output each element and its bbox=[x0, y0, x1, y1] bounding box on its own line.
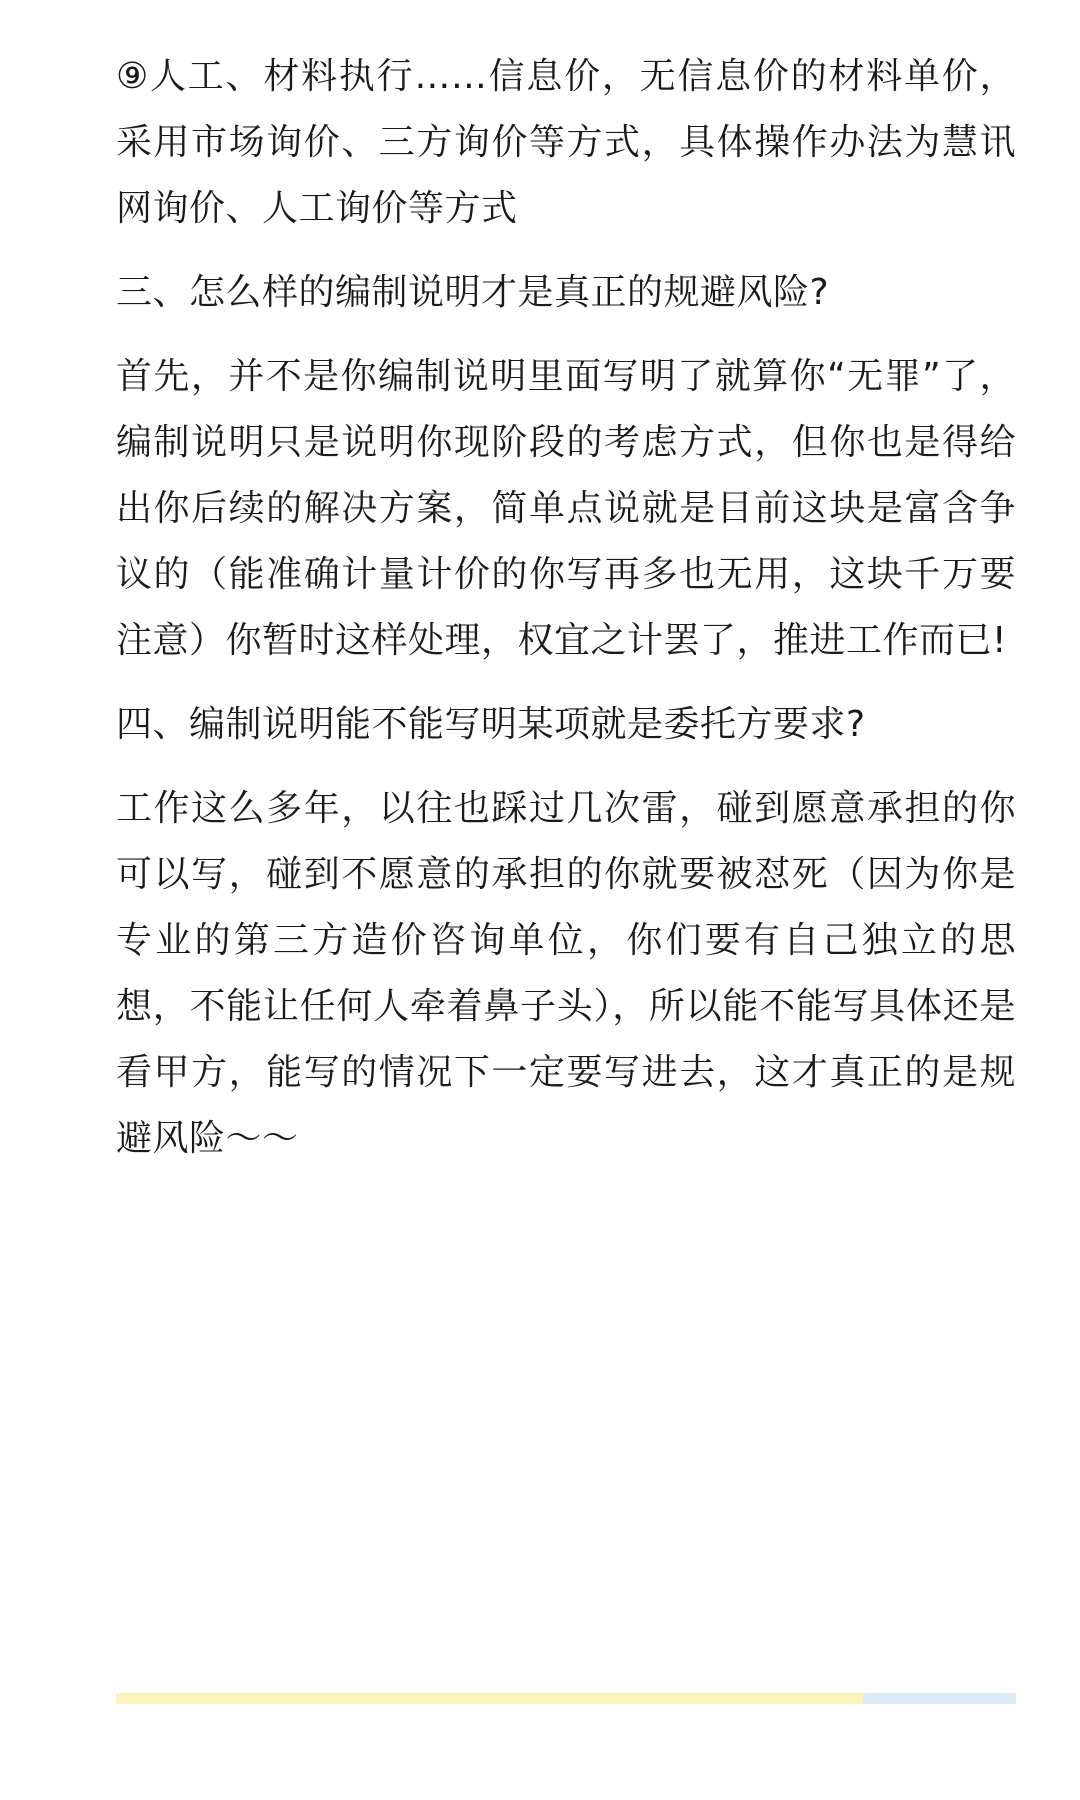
reading-progress-bar bbox=[116, 1693, 1016, 1704]
section-heading-4: 四、编制说明能不能写明某项就是委托方要求? bbox=[116, 704, 866, 745]
reading-progress-fill bbox=[116, 1693, 863, 1704]
paragraph-material-pricing: ⑨人工、材料执行……信息价，无信息价的材料单价，采用市场询价、三方询价等方式，具体操作办法为慧讯网询价、人工询价等方式 bbox=[116, 56, 1016, 229]
section-heading-3: 三、怎么样的编制说明才是真正的规避风险? bbox=[116, 272, 830, 313]
paragraph-explanation: 首先，并不是你编制说明里面写明了就算你“无罪”了，编制说明只是说明你现阶段的考虑方式，但你也是得给出你后续的解决方案，简单点说就是目前这块是富含争议的（能准确计量计价的你写再多也无用，这块千万要注意）你暂时这样处理，权宜之计罢了，推进工作而已! bbox=[116, 356, 1016, 661]
article-body bbox=[116, 44, 1016, 1172]
paragraph-experience: 工作这么多年，以往也踩过几次雷，碰到愿意承担的你可以写，碰到不愿意的承担的你就要被怼死（因为你是专业的第三方造价咨询单位，你们要有自己独立的思想，不能让任何人牵着鼻子头），所以能不能写具体还是看甲方，能写的情况下一定要写进去，这才真正的是规避风险～～ bbox=[116, 788, 1016, 1159]
